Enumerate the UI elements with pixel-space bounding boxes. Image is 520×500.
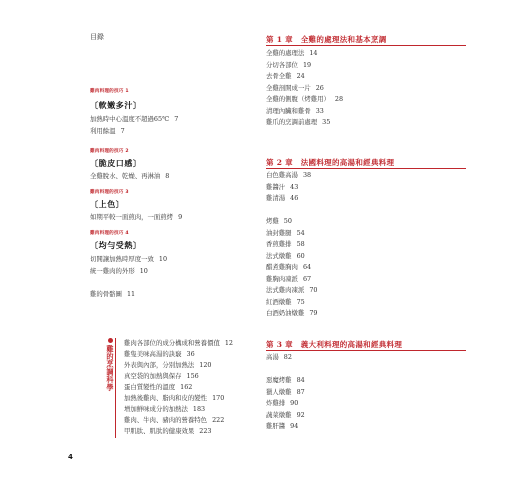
toc-entry: 全雞剖開成一片 26 (266, 83, 324, 92)
toc-entry: 全雞的處理法 14 (266, 49, 318, 57)
toc-entry: 高湯 82 (266, 353, 292, 361)
toc-entry: 加熱後雞肉、脂肉和皮的變性 170 (124, 394, 225, 402)
bullet-icon (108, 338, 113, 343)
tip-label-2: 雞肉料理的技巧 2 (90, 149, 129, 154)
toc-entry: 炸雞排 90 (266, 399, 299, 407)
toc-entry: 雞肉、牛肉、豬肉的營養特色 222 (124, 416, 225, 424)
toc-entry: 惡魔烤雞 84 (266, 376, 305, 384)
chapter-1-rule (266, 45, 466, 46)
toc-entry: 油封雞腿 54 (266, 228, 305, 237)
chapter-3-list (266, 352, 305, 433)
chapter-3-title: 第 3 章 義大利料理的高湯和經典料理 (266, 340, 403, 349)
tip-title-4: 〔均勻受熱〕 (90, 240, 142, 250)
toc-entry: 醋煮雞胸肉 64 (266, 263, 312, 271)
toc-entry: 增加鮮味成分的加熱法 183 (124, 405, 206, 413)
toc-entry: 甲肌肽、肌肽的健康效果 223 (124, 427, 212, 435)
toc-entry: 白酒奶油燉雞 79 (266, 309, 318, 317)
toc-entry: 雞胸肉凍派 67 (266, 274, 312, 283)
toc-entry: 雞清湯 46 (266, 194, 299, 202)
toc-entry: 真空袋的加熱與保存 156 (124, 372, 199, 380)
toc-entry: 全雞脫水、乾燥、再淋油 8 (90, 172, 170, 180)
toc-entry: 雞肝醬 94 (266, 422, 299, 430)
toc-entry: 香煎雞排 58 (266, 240, 305, 248)
toc-entry: 法式雞肉凍派 70 (266, 286, 318, 294)
toc-entry: 利用餘溫 7 (90, 127, 125, 135)
toc-entry: 加熱時中心溫度不超過65℃ 7 (90, 115, 179, 123)
tip-title-2: 〔脆皮口感〕 (90, 158, 142, 168)
toc-entry: 如期平較一面煎肉，一面煎烤 9 (90, 213, 183, 221)
column-list (124, 338, 233, 437)
column-title: 雞的烹調科學 (106, 338, 115, 391)
toc-entry: 蔬菜燉雞 92 (266, 410, 305, 419)
toc-entry: 外表與內部，分別加熱法 120 (124, 361, 212, 369)
toc-entry: 獵人燉雞 87 (266, 387, 305, 396)
toc-entry: 蛋白質變性的溫度 162 (124, 383, 193, 391)
chapter-2-rule (266, 168, 466, 169)
chapter-2-title: 第 2 章 法國料理的高湯和經典料理 (266, 158, 395, 167)
chapter-3-rule (266, 350, 466, 351)
toc-entry: 白色雞高湯 38 (266, 171, 312, 179)
column-divider (115, 338, 116, 438)
toc-entry: 紅酒燉雞 75 (266, 297, 305, 306)
chapter-2-list (266, 170, 317, 320)
toc-entry: 全雞的側腹（烤雞用） 28 (266, 95, 344, 103)
toc-entry: 去骨全雞 24 (266, 72, 305, 80)
toc-entry: 雞隻美味高湯的訣竅 36 (124, 350, 195, 358)
toc-entry: 雞肉各部位的成分構成和營養價值 12 (124, 339, 233, 347)
toc-entry: 分切各部位 19 (266, 60, 312, 69)
toc-entry: 清理內臟和雞骨 33 (266, 106, 324, 115)
toc-spacer (266, 364, 305, 376)
toc-title: 目錄 (90, 33, 104, 41)
tip-title-1: 〔軟嫩多汁〕 (90, 100, 142, 110)
tip-title-3: 〔上色〕 (90, 199, 125, 209)
page-number: 4 (68, 453, 73, 461)
chapter-1-title: 第 1 章 全雞的處理法和基本烹調 (266, 35, 387, 44)
toc-entry: 切開讓加熱時厚度一致 10 (90, 255, 168, 263)
toc-entry: 雞爪的烹調前處理 35 (266, 118, 331, 126)
tip-label-4: 雞肉料理的技巧 4 (90, 231, 129, 236)
toc-entry-bone-chart: 雞的骨骼圖 11 (90, 290, 136, 298)
chapter-1-list (266, 48, 343, 129)
tip-label-1: 雞肉料理的技巧 1 (90, 89, 129, 94)
toc-entry: 烤雞 50 (266, 217, 292, 225)
toc-entry: 統一雞肉的外形 10 (90, 267, 148, 275)
toc-spacer (266, 205, 317, 217)
tip-label-3: 雞肉料理的技巧 3 (90, 190, 129, 195)
toc-entry: 法式燉雞 60 (266, 251, 305, 260)
toc-entry: 雞醬汁 43 (266, 182, 299, 191)
